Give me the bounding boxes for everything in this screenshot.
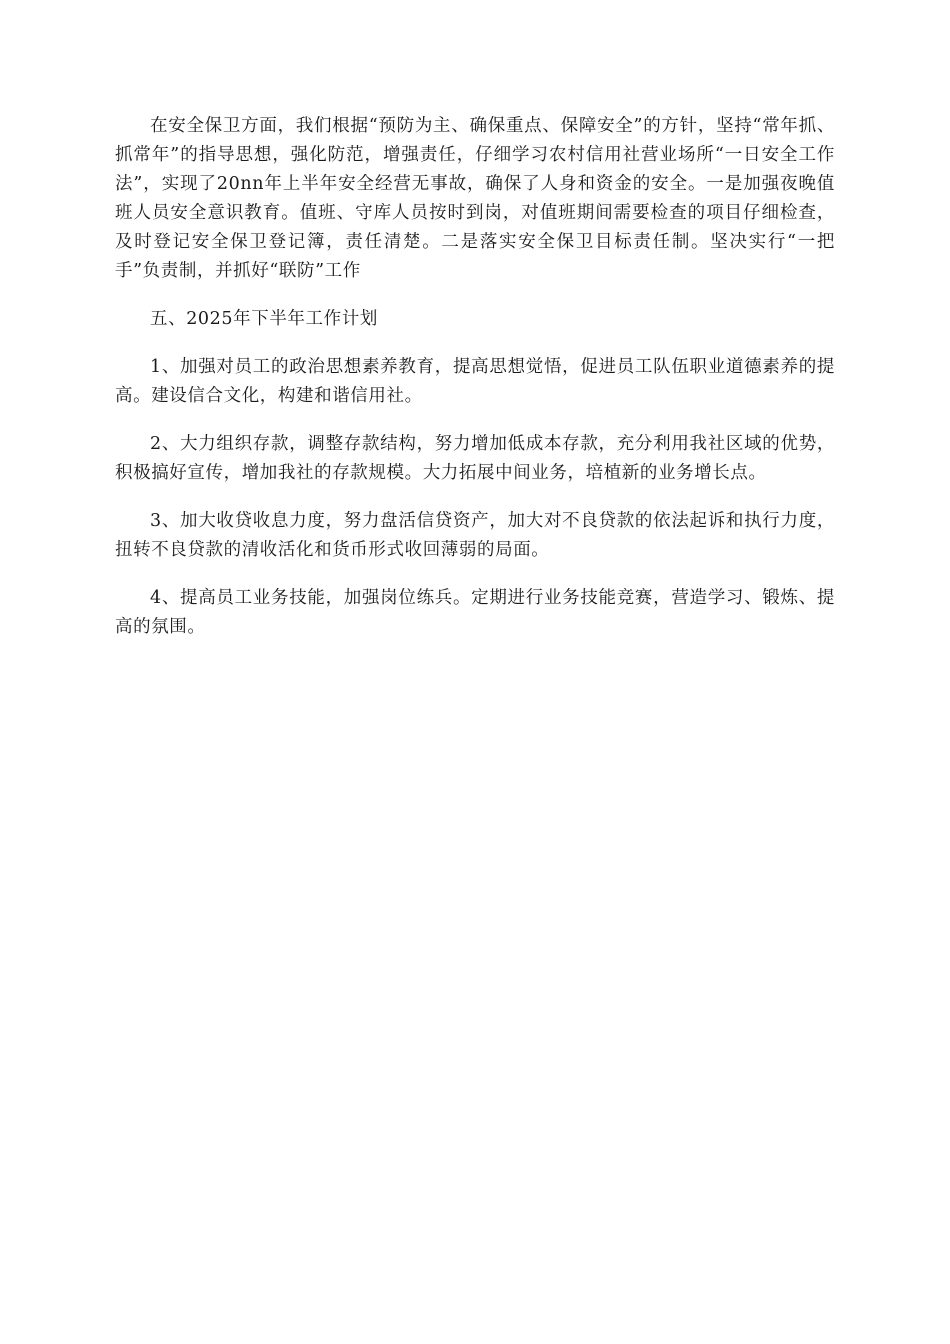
paragraph-plan-item-1: 1、加强对员工的政治思想素养教育，提高思想觉悟，促进员工队伍职业道德素养的提高。建设信合文化，构建和谐信用社。 [115,357,835,406]
paragraph-security: 在安全保卫方面，我们根据“预防为主、确保重点、保障安全”的方针，坚持“常年抓、抓常年”的指导思想，强化防范，增强责任，仔细学习农村信用社营业场所“一日安全工作法”，实现了20nn年上半年安全经营无事故，确保了人身和资金的安全。一是加强夜晚值班人员安全意识教育。值班、守库人员按时到岗，对值班期间需要检查的项目仔细检查，及时登记安全保卫登记簿，责任清楚。二是落实安全保卫目标责任制。坚决实行“一把手”负责制，并抓好“联防”工作 [115,116,835,281]
section-heading-plan: 五、2025年下半年工作计划 [150,309,378,329]
paragraph-plan-item-4: 4、提高员工业务技能，加强岗位练兵。定期进行业务技能竞赛，营造学习、锻炼、提高的氛围。 [115,588,835,637]
paragraph-plan-item-2: 2、大力组织存款，调整存款结构，努力增加低成本存款，充分利用我社区域的优势，积极搞好宣传，增加我社的存款规模。大力拓展中间业务，培植新的业务增长点。 [115,434,835,483]
paragraph-plan-item-3: 3、加大收贷收息力度，努力盘活信贷资产，加大对不良贷款的依法起诉和执行力度，扭转不良贷款的清收活化和货币形式收回薄弱的局面。 [115,511,835,560]
document-page [115,112,835,661]
